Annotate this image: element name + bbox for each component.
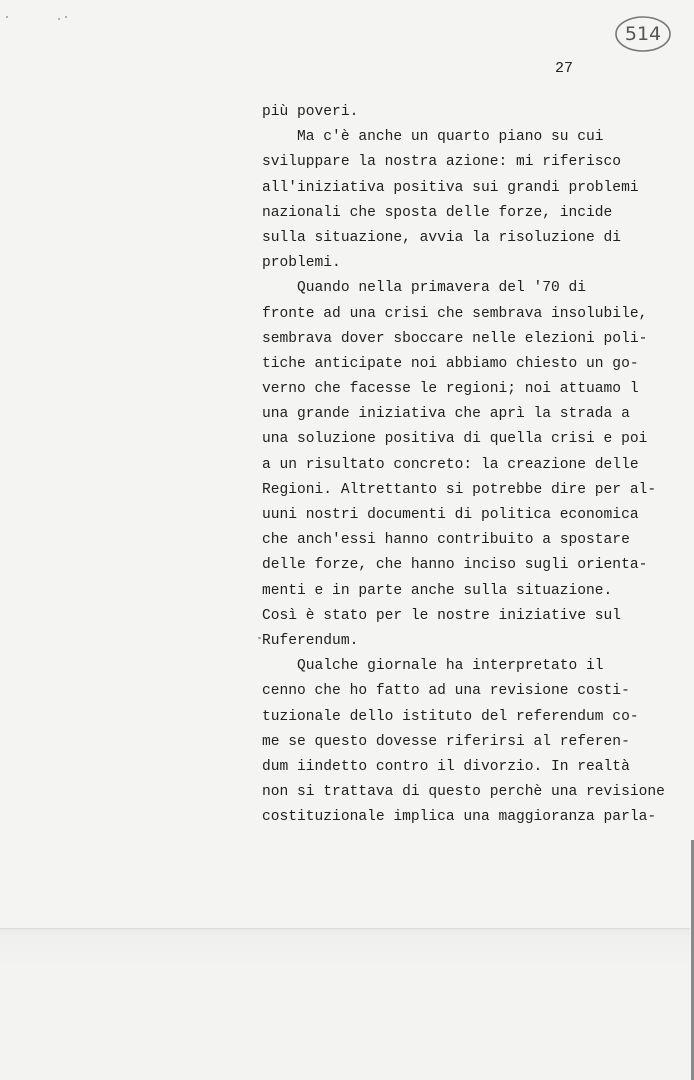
- text-line: Regioni. Altrettanto si potrebbe dire per al-: [262, 481, 657, 498]
- text-line: non si trattava di questo perchè una revisione: [262, 784, 665, 801]
- text-line: fronte ad una crisi che sembrava insolubile,: [262, 305, 648, 322]
- text-line: Così è stato per le nostre iniziative sul: [262, 607, 622, 624]
- text-line: cenno che ho fatto ad una revisione costi-: [262, 683, 630, 700]
- scan-speck: [58, 18, 60, 20]
- text-line: più poveri.: [262, 104, 359, 120]
- text-line: nazionali che sposta delle forze, incide: [262, 204, 613, 221]
- text-line: costituzionale implica una maggioranza parla-: [262, 809, 657, 826]
- text-line: tuzionale dello istituto del referendum co-: [262, 708, 639, 725]
- archive-number: 514: [624, 23, 662, 45]
- scan-fold-shadow: [0, 928, 690, 1080]
- text-line: che anch'essi hanno contribuito a spostare: [262, 532, 630, 549]
- text-line: sembrava dover sboccare nelle elezioni poli-: [262, 330, 648, 347]
- text-line: sviluppare la nostra azione: mi riferisco: [262, 154, 622, 171]
- scan-speck: [65, 16, 67, 18]
- text-line: una soluzione positiva di quella crisi e poi: [262, 431, 648, 448]
- archive-number-stamp: [613, 14, 673, 54]
- text-line: Ma c'è anche un quarto piano su cui: [262, 129, 604, 146]
- text-line: sulla situazione, avvia la risoluzione di: [262, 229, 622, 246]
- text-line: all'iniziativa positiva sui grandi problemi: [262, 179, 639, 196]
- text-line: a un risultato concreto: la creazione delle: [262, 456, 639, 473]
- page-number: 27: [555, 60, 574, 77]
- text-line: uuni nostri documenti di politica economica: [262, 507, 639, 523]
- text-line: una grande iniziativa che aprì la strada a: [262, 406, 630, 423]
- text-line: delle forze, che hanno inciso sugli orienta-: [262, 557, 648, 574]
- scan-speck: [258, 637, 261, 639]
- text-line: dum iindetto contro il divorzio. In realtà: [262, 758, 630, 775]
- text-line: me se questo dovesse riferirsi al referen-: [262, 733, 630, 750]
- text-line: Ruferendum.: [262, 632, 359, 649]
- text-line: tiche anticipate noi abbiamo chiesto un go-: [262, 355, 639, 372]
- text-line: problemi.: [262, 255, 341, 272]
- text-line: Qualche giornale ha interpretato il: [262, 658, 604, 675]
- scan-speck: [6, 16, 8, 18]
- text-line: Quando nella primavera del '70 di: [262, 280, 587, 297]
- text-line: verno che facesse le regioni; noi attuamo l: [262, 381, 639, 398]
- text-line: menti e in parte anche sulla situazione.: [262, 582, 613, 599]
- body-text: [262, 100, 682, 830]
